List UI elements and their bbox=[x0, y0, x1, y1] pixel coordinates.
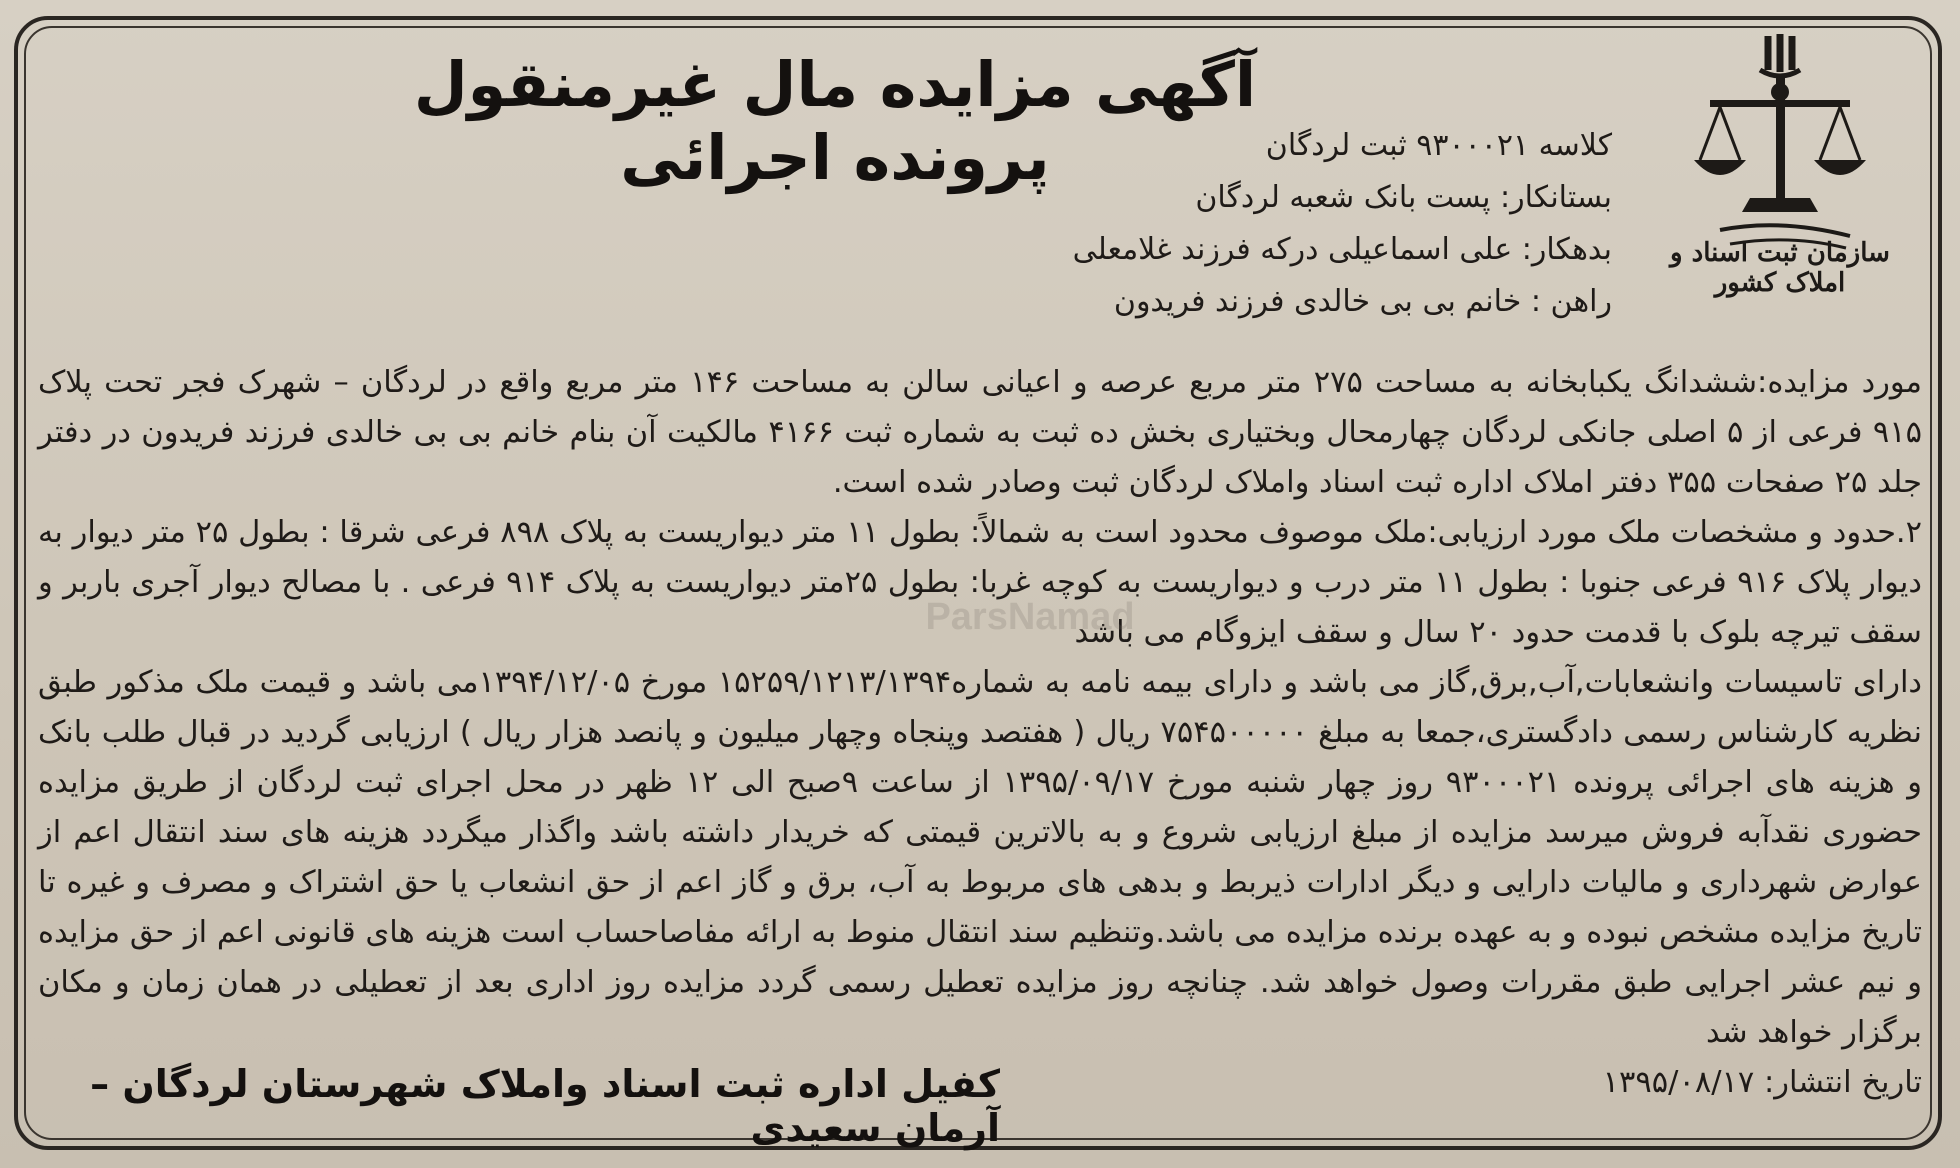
file-number-line: کلاسه ۹۳۰۰۰۲۱ ثبت لردگان bbox=[1265, 128, 1612, 163]
mortgagor-line: راهن : خانم بی بی خالدی فرزند فریدون bbox=[1113, 284, 1612, 319]
creditor-line: بستانکار: پست بانک شعبه لردگان bbox=[1195, 180, 1612, 215]
organization-name: سازمان ثبت اسناد و املاک کشور bbox=[1670, 238, 1890, 298]
auction-terms-paragraph: دارای تاسیسات وانشعابات,آب,برق,گاز می باشد و دارای بیمه نامه به شماره۱۵۲۵۹/۱۲۱۳/۱۳۹۴ مورخ ۱۳۹۴/۱۲/۰۵می باشد و قیمت ملک مذکور طبق نظریه کارشناس رسمی دادگستری،جمعا به مبلغ ۷۵۴۵۰۰۰۰۰ ریال ( هفتصد وپنجاه وچهار میلیون و پانصد هزار ریال ) ارزیابی گردید در قبال طلب بانک و هزینه های اجرائی پرونده ۹۳۰۰۰۲۱ روز چهار شنبه مورخ ۱۳۹۵/۰۹/۱۷ از ساعت ۹صبح الی ۱۲ ظهر در محل اجرای ثبت لردگان از طریق مزایده حضوری نقدآبه فروش میرسد مزایده از مبلغ ارزیابی شروع و به بالاترین قیمتی که خریدار داشته باشد واگذار میگردد هزینه های سند انتقال اعم از عوارض شهرداری و مالیات دارایی و دیگر ادارات ذیربط و بدهی های مربوط به آب، برق و گاز اعم از حق انشعاب یا حق اشتراک و مصرف و غیره تا تاریخ مزایده مشخص نبوده و به عهده برنده مزایده می باشد.وتنظیم سند انتقال منوط به ارائه مفاصاحساب است هزینه های قانونی اعم از حق مزایده و نیم عشر اجرایی طبق مقررات وصول خواهد شد. چنانچه روز مزایده تعطیل رسمی گردد مزایده روز اداری بعد از تعطیلی در همان زمان و مکان برگزار خواهد شد bbox=[38, 665, 1923, 1050]
debtor-line: بدهکار: علی اسماعیلی درکه فرزند غلامعلی bbox=[1072, 232, 1612, 267]
notice-body bbox=[38, 358, 1922, 1108]
watermark-logo: ParsNamad bbox=[925, 596, 1135, 638]
notice-title: آگهی مزایده مال غیرمنقول پرونده اجرائی bbox=[413, 48, 1257, 194]
property-boundaries-paragraph: ۲.حدود و مشخصات ملک مورد ارزیابی:ملک موصوف محدود است به شمالاً: بطول ۱۱ متر دیواریست به پلاک ۸۹۸ فرعی شرقا : بطول ۲۵ متر دیوار به دیوار پلاک ۹۱۶ فرعی جنوبا : بطول ۱۱ متر درب و دیواریست به کوچه غربا: بطول ۲۵متر دیواریست به پلاک ۹۱۴ فرعی . با مصالح دیوار آجری باربر و سقف تیرچه بلوک با قدمت حدود ۲۰ سال و سقف ایزوگام می باشد bbox=[38, 515, 1923, 650]
publication-date: تاریخ انتشار: ۱۳۹۵/۰۸/۱۷ bbox=[1602, 1065, 1922, 1100]
signature-line: کفیل اداره ثبت اسناد واملاک شهرستان لردگان – آرمان سعیدی bbox=[90, 1062, 1000, 1150]
auction-subject-paragraph: مورد مزایده:ششدانگ یکبابخانه به مساحت ۲۷۵ متر مربع عرصه و اعیانی سالن به مساحت ۱۴۶ متر مربع واقع در لردگان – شهرک فجر تحت پلاک ۹۱۵ فرعی از ۵ اصلی جانکی لردگان چهارمحال وبختیاری بخش ده ثبت به شماره ثبت ۴۱۶۶ مالکیت آن بنام خانم بی بی خالدی فرزند فریدون در دفتر جلد ۲۵ صفحات ۳۵۵ دفتر املاک اداره ثبت اسناد واملاک لردگان ثبت وصادر شده است. bbox=[38, 365, 1922, 500]
